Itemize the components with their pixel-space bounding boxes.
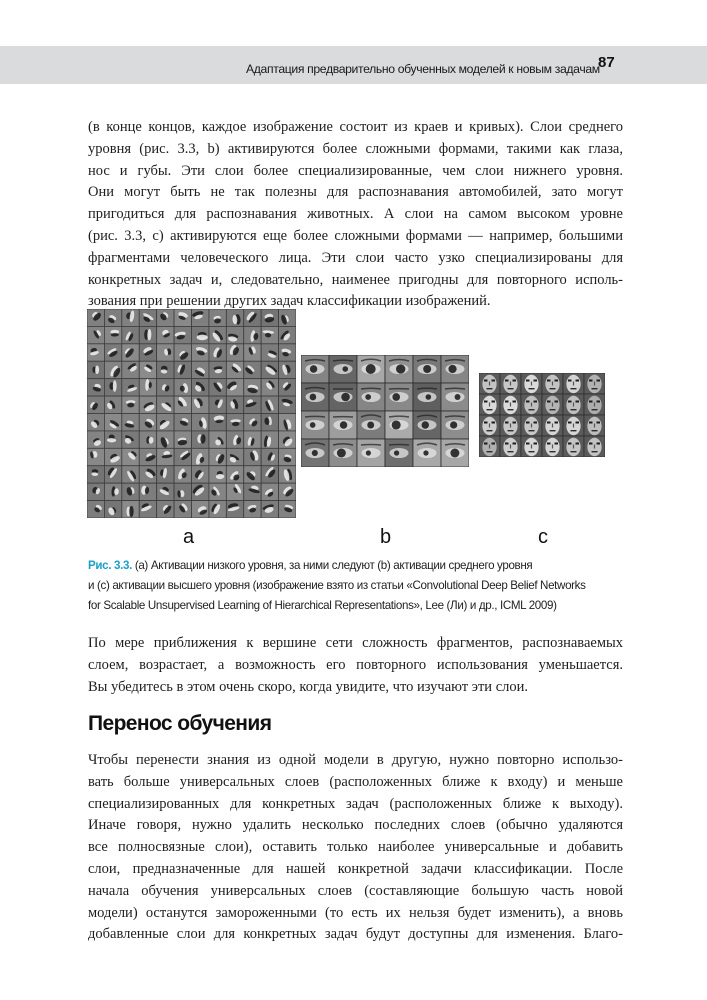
figure-caption bbox=[88, 556, 628, 615]
paragraph-intro bbox=[88, 117, 623, 313]
figure-panel-mid-level-parts bbox=[301, 355, 469, 467]
page-number: 87 bbox=[598, 54, 615, 71]
text-line: слоем, возрастает, а возможность его повторного использования уменьшается. bbox=[88, 656, 623, 673]
text-line: (рис. 3.3, c) активируются еще более сложными формами — например, большими bbox=[88, 227, 623, 244]
caption-line: и (c) активации высшего уровня (изображение взято из статьи «Convolutional Deep Belief Networks bbox=[88, 578, 586, 592]
text-line: Чтобы перенести знания из одной модели в другую, нужно повторно использо- bbox=[88, 752, 623, 768]
text-line: начала обучения универсальных слоев (составляющие большую часть новой bbox=[88, 882, 623, 899]
text-line: пригодиться для распознавания животных. А слои на самом высоком уровне bbox=[88, 206, 623, 223]
text-line: фрагментами человеческого лица. Эти слои часто узко специализированы для bbox=[88, 249, 623, 266]
figure-panel-low-level-filters bbox=[87, 309, 296, 518]
text-line: нос и губы. Эти слои более специализированные, чем слои нижнего уровня. bbox=[88, 162, 623, 179]
text-line: Иначе говоря, нужно удалить несколько последних слоев (обычно удаляются bbox=[88, 817, 623, 834]
text-line: добавленные слои для конкретных задач будут доступны для изменения. Благо- bbox=[88, 926, 623, 943]
caption-line: for Scalable Unsupervised Learning of Hierarchical Representations», Lee (Ли) и др., ICML 2009) bbox=[88, 598, 557, 612]
text-line: (в конце концов, каждое изображение состоит из краев и кривых). Слои среднего bbox=[88, 119, 623, 135]
figure-label-a: a bbox=[183, 526, 195, 548]
text-line: Они могут быть не так полезны для распознавания автомобилей, зато могут bbox=[88, 184, 623, 201]
figure-label-b: b bbox=[380, 526, 392, 548]
paragraph-transfer-learning bbox=[88, 750, 623, 946]
text-line: уровня (рис. 3.3, b) активируются более сложными формами, такими как глаза, bbox=[88, 140, 623, 157]
caption-text: (a) Активации низкого уровня, за ними следуют (b) активации среднего уровня bbox=[131, 559, 533, 572]
text-line: все полносвязные слои), оставить только наиболее универсальные и добавить bbox=[88, 839, 623, 856]
text-line: специализированных для конкретных задач (расположенных ближе к выходу). bbox=[88, 795, 623, 812]
figure-label-c: c bbox=[538, 526, 548, 548]
text-line: Вы убедитесь в этом очень скоро, когда увидите, что изучают эти слои. bbox=[88, 678, 528, 695]
running-header-title: Адаптация предварительно обученных моделей к новым задачам bbox=[246, 62, 600, 76]
text-line: зования при решении других задач классификации изображений. bbox=[88, 293, 491, 310]
section-heading: Перенос обучения bbox=[88, 712, 272, 735]
text-line: слои, предназначенные для нашей конкретной задачи классификации. После bbox=[88, 860, 623, 877]
text-line: вать больше универсальных слоев (расположенных ближе к входу) и меньше bbox=[88, 773, 623, 790]
text-line: конкретных задач и, следовательно, наименее пригодны для повторного исполь- bbox=[88, 271, 623, 288]
figure-panel-high-level-faces bbox=[479, 373, 605, 457]
text-line: модели) останутся замороженными (то есть их нельзя будет изменить), а вновь bbox=[88, 904, 623, 921]
paragraph-reuse bbox=[88, 633, 623, 698]
text-line: По мере приближения к вершине сети сложность фрагментов, распознаваемых bbox=[88, 635, 623, 651]
caption-figure-ref: Рис. 3.3. bbox=[88, 559, 132, 572]
caption-line bbox=[88, 556, 628, 576]
